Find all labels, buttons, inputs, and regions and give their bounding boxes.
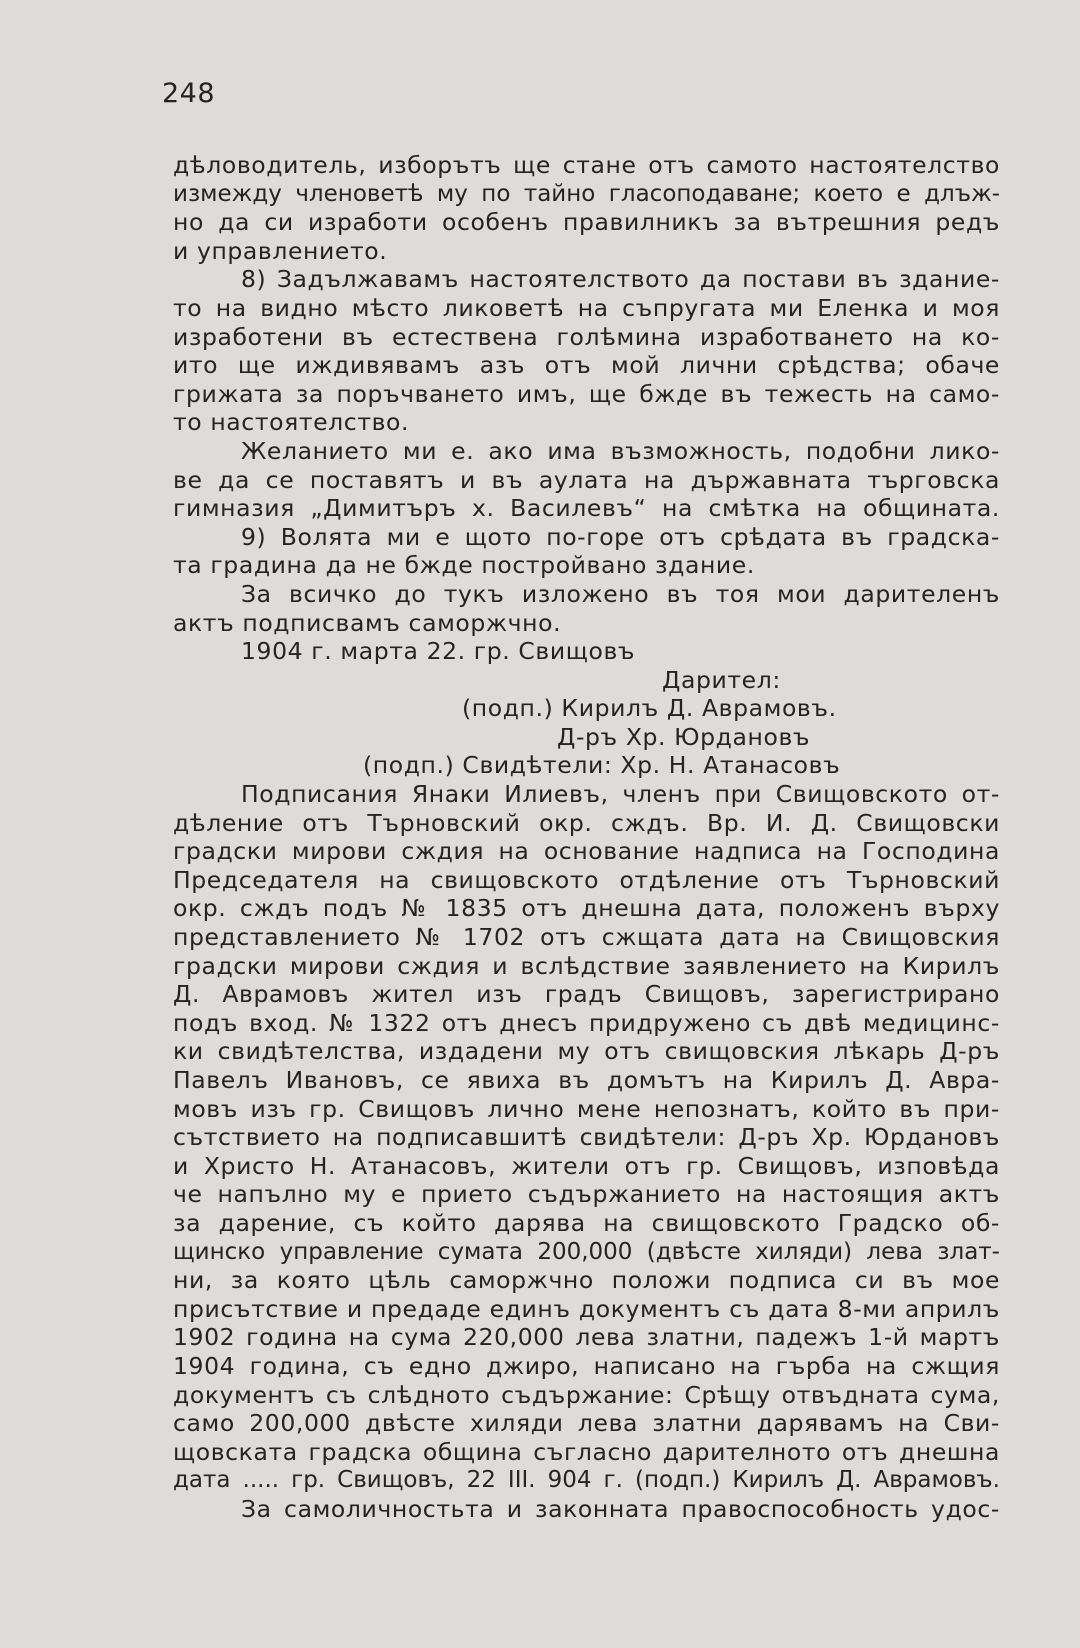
text-line: Павелъ Ивановъ, се явиха въ домътъ на Кирилъ Д. Авра- [173,1066,1000,1094]
text-line: представлението № 1702 отъ сжщата дата на Свищовския [173,923,1000,952]
body-text [173,151,1000,1524]
text-line: градски мирови сждия на основание надписа на Господина [173,837,1000,866]
text-line: мовъ изъ гр. Свищовъ лично мене непознатъ, който въ при- [173,1094,1000,1123]
text-line: но да си изработи особенъ правилникъ за вътрешния редъ [173,208,1000,237]
text-line: гимназия „Димитъръ х. Василевъ“ на смѣтка на общината. [173,494,1000,523]
text-line: дѣловодитель, изборътъ ще стане отъ самото настоятелство [173,151,1000,179]
text-line: документъ съ слѣдното съдържание: Срѣщу отвъдната сума, [173,1380,1000,1409]
text-line: то на видно мѣсто ликоветѣ на съпругата ми Еленка и моя [173,293,1000,322]
text-line: то настоятелство. [173,408,410,437]
text-line: подъ вход. № 1322 отъ днесъ придружено съ двѣ медицинс- [173,1008,1000,1037]
text-line: Председателя на свищовското отдѣление отъ Търновский [173,865,1000,894]
text-line: окр. сждъ подъ № 1835 отъ днешна дата, положенъ върху [173,894,1000,923]
text-line: сътствието на подписавшитѣ свидѣтели: Д-ръ Хр. Юрдановъ [173,1123,1000,1152]
text-line: 1904 година, съ едно джиро, написано на гърба на сжщия [173,1351,1000,1380]
text-line: грижата за поръчването имъ, ще бжде въ тежесть на само- [173,379,1000,408]
text-line: ито ще иждивявамъ азъ отъ мой лични срѣдства; обаче [173,351,1000,380]
text-line: Д-ръ Хр. Юрдановъ [557,722,811,751]
text-line: Подписания Янаки Илиевъ, членъ при Свищовското от- [241,780,1000,809]
text-line: дѣление отъ Търновский окр. сждъ. Вр. И. Д. Свищовски [173,808,1000,837]
text-line: щинско управление сумата 200,000 (двѣсте хиляди) лева злат- [173,1238,1000,1265]
text-line: измежду членоветѣ му по тайно гласоподаване; което е длъж- [173,180,1000,207]
text-line: градски мирови сждия и вслѣдствие заявлението на Кирилъ [173,951,1000,980]
text-line: актъ подписвамъ саморжчно. [173,608,562,637]
text-line: Желанието ми е. ако има възможность, подобни лико- [241,436,1000,465]
text-line: (подп.) Кирилъ Д. Аврамовъ. [462,694,837,723]
text-line: ни, за която цѣль саморжчно положи подписа си въ мое [173,1266,1000,1295]
text-line: Дарител: [662,665,781,694]
text-line: Д. Аврамовъ жител изъ градъ Свищовъ, зарегистрирано [173,980,1000,1009]
text-line: ве да се поставятъ и въ аулата на държавната търговска [173,465,1000,494]
text-line: само 200,000 двѣсте хиляди лева златни дарявамъ на Сви- [173,1409,1000,1438]
text-line: че напълно му е прието съдържанието на настоящия актъ [173,1180,1000,1209]
text-line: (подп.) Свидѣтели: Хр. Н. Атанасовъ [363,751,841,780]
text-line: За всичко до тукъ изложено въ тоя мои дарителенъ [241,579,1000,608]
text-line: изработени въ естествена голѣмина изработването на ко- [173,322,1000,351]
text-line: 1904 г. марта 22. гр. Свищовъ [241,637,636,666]
text-line: и Христо Н. Атанасовъ, жители отъ гр. Свищовъ, изповѣда [173,1151,1000,1180]
text-line: присътствие и предаде единъ документъ съ дата 8-ми априлъ [173,1294,1000,1323]
text-line: дата ..... гр. Свищовъ, 22 III. 904 г. (подп.) Кирилъ Д. Аврамовъ. [173,1467,1000,1494]
text-line: За самоличностьта и законната правоспособность удос- [241,1494,1000,1523]
text-line: 1902 година на сума 220,000 лева златни, падежъ 1-й мартъ [173,1323,1000,1352]
text-line: 8) Задължавамъ настоятелството да постави въ здание- [241,265,1000,294]
page-number: 248 [162,78,216,109]
text-line: та градина да не бжде постройвано здание. [173,551,755,580]
text-line: и управлението. [173,236,388,265]
text-line: щовската градска община съгласно дарителното отъ днешна [173,1437,1000,1466]
text-line: 9) Волята ми е щото по-горе отъ срѣдата въ градска- [241,522,1000,551]
text-line: за дарение, съ който дарява на свищовското Градско об- [173,1208,1000,1237]
text-line: ки свидѣтелства, издадени му отъ свищовския лѣкарь Д-ръ [173,1037,1000,1066]
